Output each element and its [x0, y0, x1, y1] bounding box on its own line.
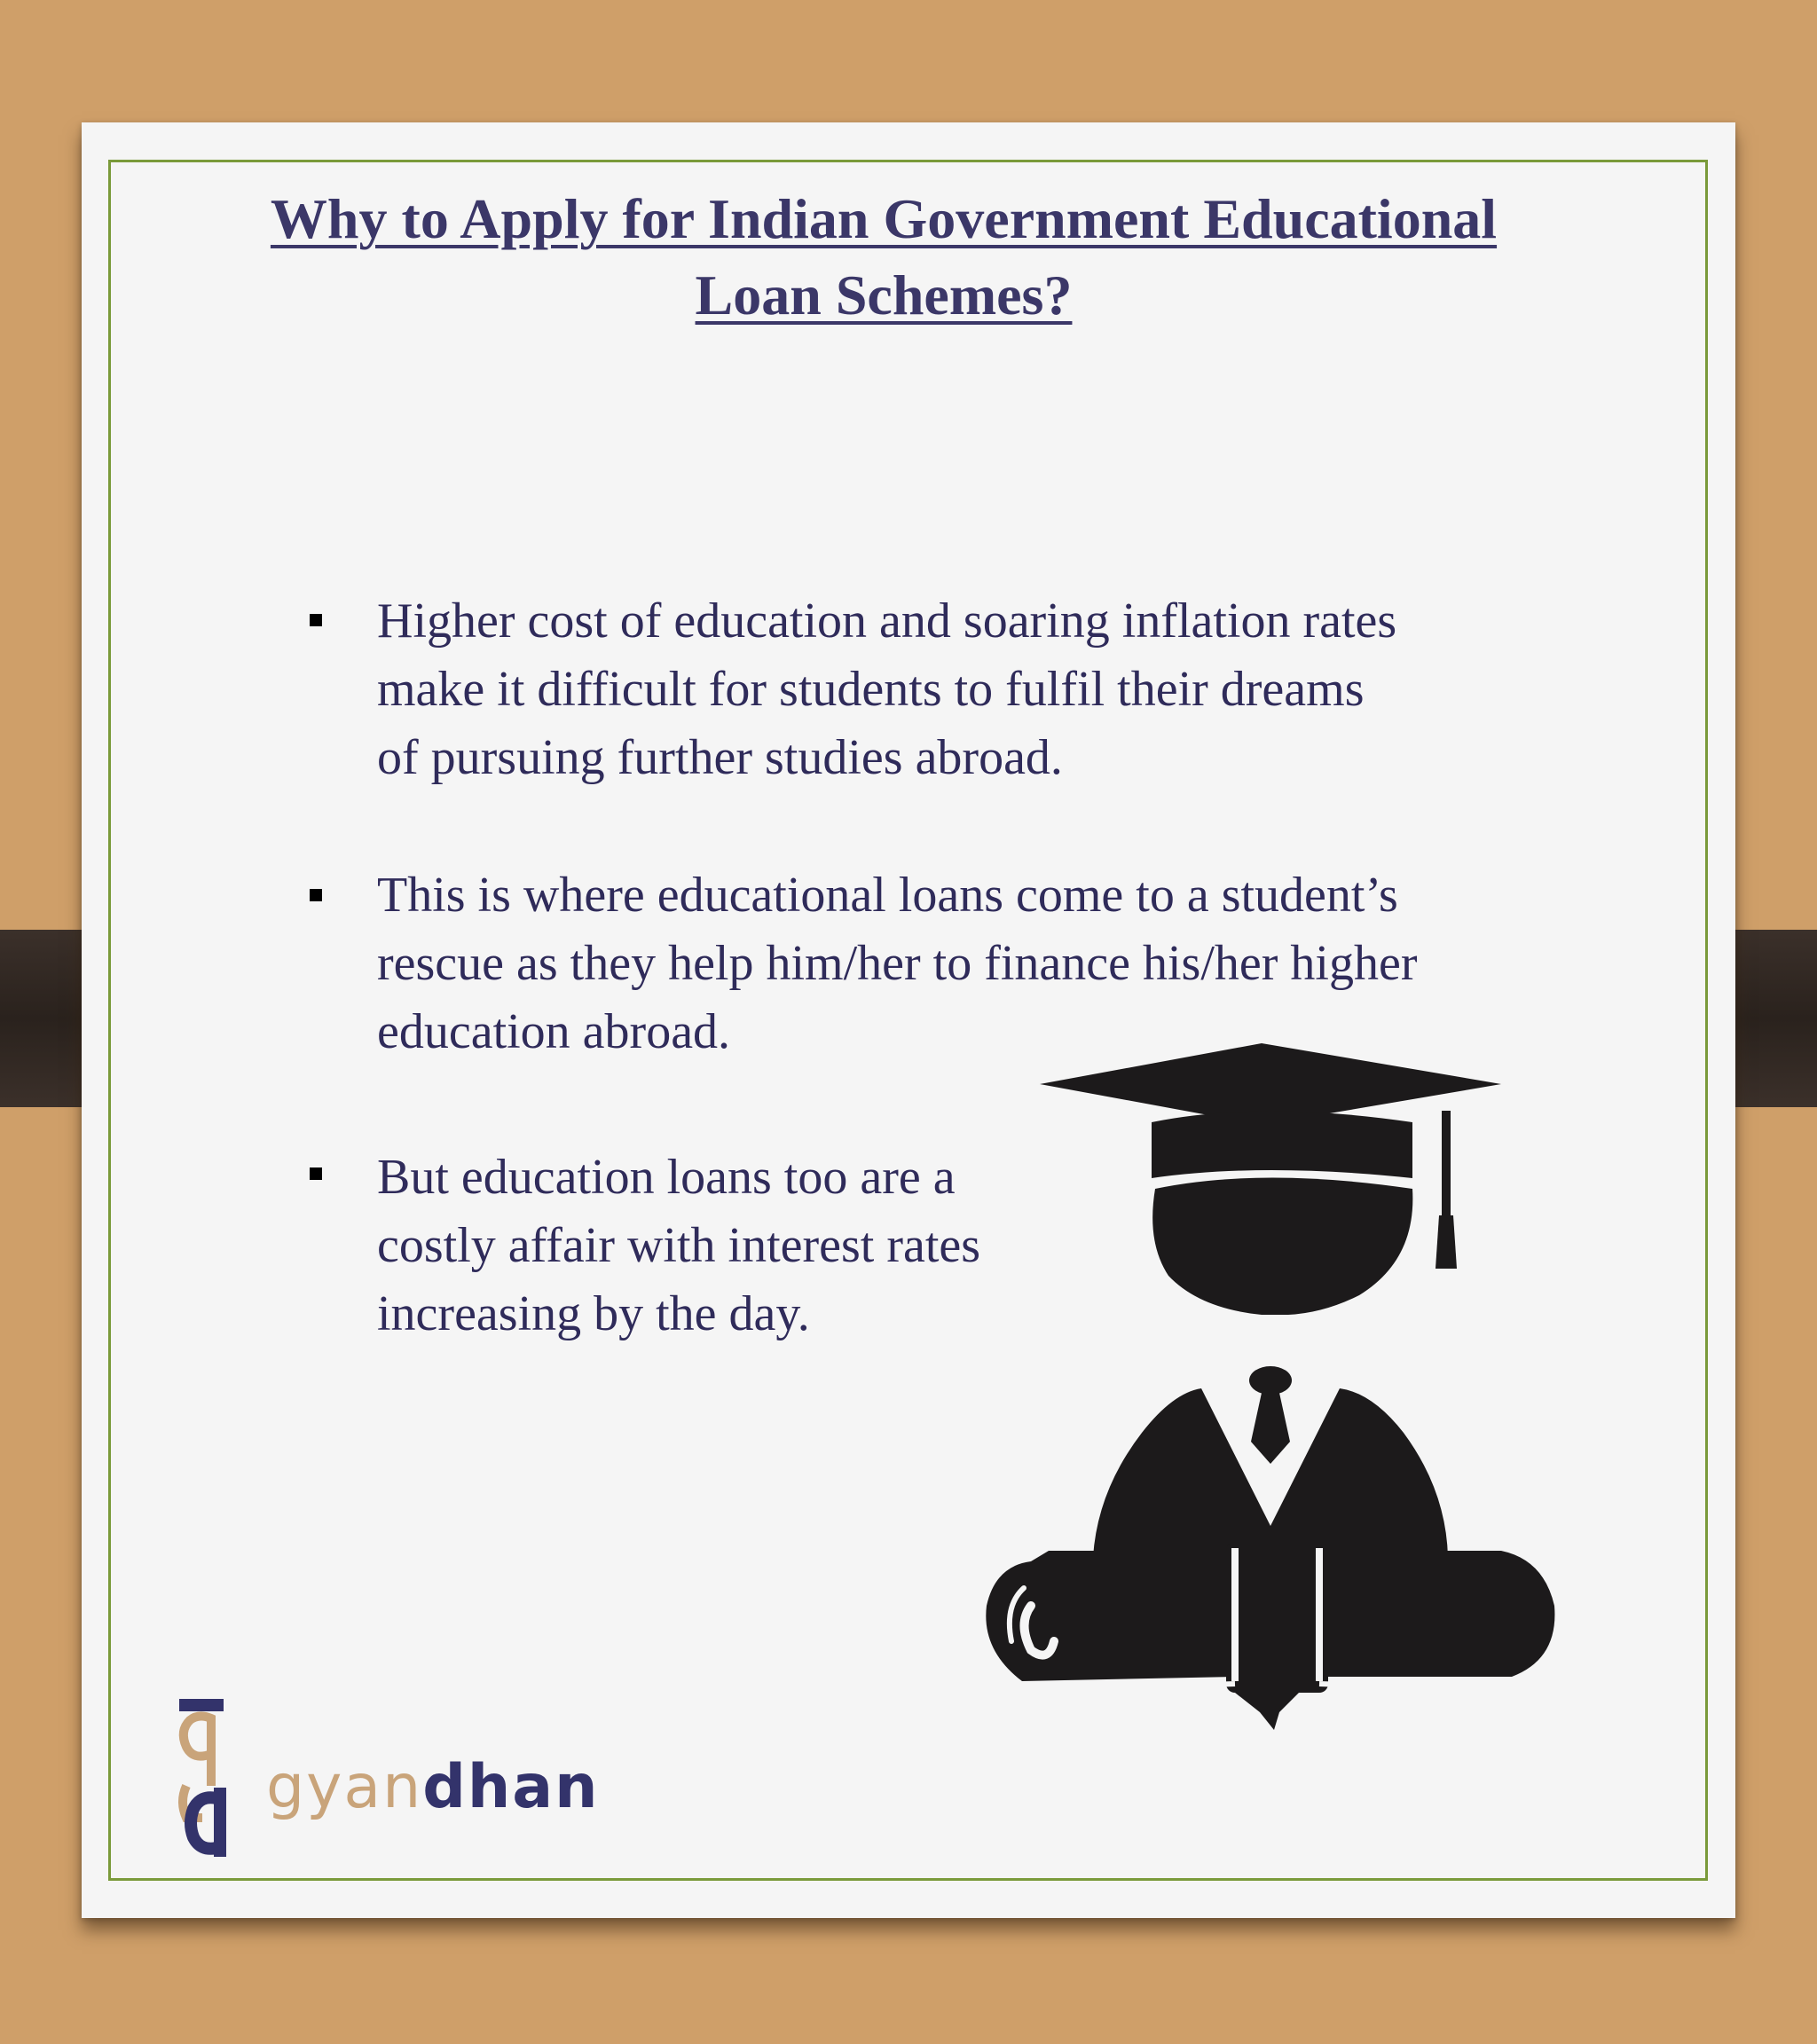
bullet-1-line-2: make it difficult for students to fulfil their dreams — [377, 662, 1365, 717]
gyandhan-logo-icon — [167, 1699, 256, 1859]
gyandhan-logo — [167, 1699, 600, 1859]
bullet-item-1 — [377, 587, 1396, 792]
title-line-2: Loan Schemes? — [695, 263, 1073, 326]
title-line-1: Why to Apply for Indian Government Educational — [270, 187, 1498, 250]
slide-title — [89, 181, 1679, 334]
bullet-1-line-3: of pursuing further studies abroad. — [377, 730, 1063, 785]
bullet-item-2 — [377, 861, 1417, 1066]
bullet-3-line-3: increasing by the day. — [377, 1286, 810, 1341]
bullet-2-line-2: rescue as they help him/her to finance his/her higher — [377, 936, 1418, 991]
graduate-with-diploma-icon — [969, 1038, 1572, 1739]
logo-text-light: gyan — [266, 1752, 423, 1822]
logo-wordmark — [266, 1754, 600, 1821]
bullet-item-3 — [377, 1144, 980, 1348]
square-bullet-icon — [310, 614, 322, 626]
square-bullet-icon — [310, 1167, 322, 1180]
square-bullet-icon — [310, 889, 322, 901]
logo-text-dark: dhan — [422, 1752, 600, 1822]
bullet-2-line-1: This is where educational loans come to a student’s — [377, 868, 1398, 923]
bullet-3-line-1: But education loans too are a — [377, 1150, 956, 1205]
bullet-1-line-1: Higher cost of education and soaring inflation rates — [377, 594, 1397, 649]
bullet-2-line-3: education abroad. — [377, 1004, 731, 1059]
bullet-3-line-2: costly affair with interest rates — [377, 1218, 981, 1273]
